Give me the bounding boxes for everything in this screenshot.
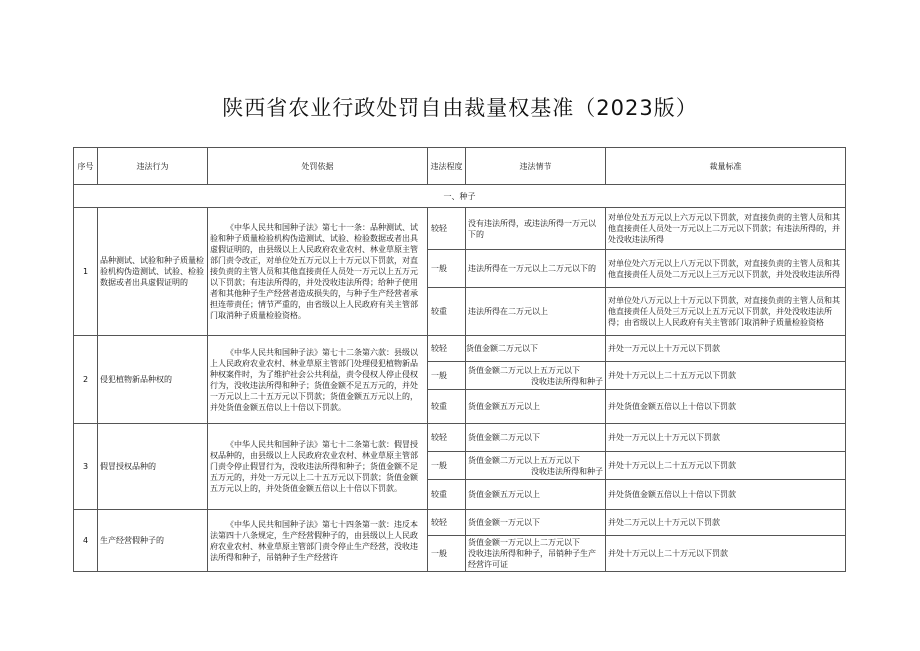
circ-merged: 没收违法所得和种子 <box>531 466 603 476</box>
circumstance-text: 货值金额二万元以上五万元以下 <box>468 455 580 465</box>
header-no: 序号 <box>74 148 98 185</box>
section-title: 一、种子 <box>74 185 846 208</box>
row-act: 品种测试、试验和种子质量检验机构伪造测试、试验、检验数据或者出具虚假证明的 <box>98 208 208 336</box>
table-header <box>74 148 846 185</box>
degree: 一般 <box>428 362 466 390</box>
degree: 较轻 <box>428 208 466 250</box>
standard: 并处一万元以上十万元以下罚款 <box>606 424 846 452</box>
degree: 较轻 <box>428 424 466 452</box>
row-no: 4 <box>74 510 98 572</box>
circumstance <box>466 510 606 536</box>
circumstance: 违法所得在二万元以上 <box>466 288 606 336</box>
circumstance: 货值金额二万元以下 <box>466 344 538 353</box>
standard: 并处十万元以上二十万元以下罚款 <box>606 536 846 572</box>
header-circ: 违法情节 <box>466 148 606 185</box>
row-no: 1 <box>74 208 98 336</box>
table-row <box>74 510 846 536</box>
header-act: 违法行为 <box>98 148 208 185</box>
row-act: 侵犯植物新品种权的 <box>98 336 208 424</box>
row-basis: 《中华人民共和国种子法》第七十四条第一款：违反本法第四十八条规定，生产经营假种子的，由县级以上人民政府农业农村、林业草原主管部门责令停止生产经营，没收违法所得和种子，吊销种子生产经营许 <box>208 510 428 572</box>
header-basis: 处罚依据 <box>208 148 428 185</box>
circumstance <box>466 536 606 572</box>
row-act: 生产经营假种子的 <box>98 510 208 572</box>
circumstance <box>466 452 606 480</box>
penalty-table <box>73 147 846 572</box>
standard: 对单位处五万元以上六万元以下罚款，对直接负责的主管人员和其他直接责任人员处一万元以上二万元以下罚款；有违法所得的，并处没收违法所得 <box>606 208 846 250</box>
row-basis: 《中华人民共和国种子法》第七十一条：品种测试、试验和种子质量检验机构伪造测试、试验、检验数据或者出具虚假证明的，由县级以上人民政府农业农村、林业草原主管部门责令改正，对单位处五万元以上十万元以下罚款，对直接负责的主管人员和其他直接责任人员处一万元以上五万元以下罚款；有违法所得的，并处没收违法所得；给种子使用者和其他种子生产经营者造成损失的，与种子生产经营者承担连带责任；情节严重的，由省级以上人民政府有关主管部门取消种子质量检验资格。 <box>208 208 428 336</box>
circumstance: 货值金额五万元以上 <box>466 390 606 424</box>
circ-std-cell <box>466 336 606 362</box>
degree: 较轻 <box>428 336 466 362</box>
section-row <box>74 185 846 208</box>
degree: 一般 <box>428 536 466 572</box>
row-no: 3 <box>74 424 98 510</box>
standard: 并处货值金额五倍以上十倍以下罚款 <box>606 480 846 510</box>
table-row <box>74 424 846 452</box>
degree: 一般 <box>428 250 466 288</box>
circumstance: 违法所得在一万元以上二万元以下的 <box>466 250 606 288</box>
standard: 并处货值金额五倍以上十倍以下罚款 <box>606 390 846 424</box>
table-row <box>74 208 846 250</box>
standard: 并处一万元以上十万元以下罚款 <box>606 336 846 362</box>
degree: 较重 <box>428 480 466 510</box>
circumstance-text: 货值金额一万元以上二万元以下 <box>468 538 580 547</box>
circ-merged: 没收违法所得和种子，吊销种子生产经营许可证 <box>468 549 596 569</box>
page-title: 陕西省农业行政处罚自由裁量权基准（2023版） <box>222 96 698 120</box>
header-std: 裁量标准 <box>606 148 846 185</box>
degree: 较重 <box>428 288 466 336</box>
standard: 对单位处八万元以上十万元以下罚款，对直接负责的主管人员和其他直接责任人员处三万元以上五万元以下罚款，并处没收违法所得；由省级以上人民政府有关主管部门取消种子质量检验资格 <box>606 288 846 336</box>
degree: 较轻 <box>428 510 466 536</box>
table-row <box>74 336 846 362</box>
row-basis: 《中华人民共和国种子法》第七十二条第七款：假冒授权品种的，由县级以上人民政府农业农村、林业草原主管部门责令停止假冒行为，没收违法所得和种子；货值金额不足五万元的，并处一万元以上二十五万元以下罚款；货值金额五万元以上的，并处货值金额五倍以上十倍以下罚款。 <box>208 424 428 510</box>
degree: 较重 <box>428 390 466 424</box>
row-basis: 《中华人民共和国种子法》第七十二条第六款：县级以上人民政府农业农村、林业草原主管部门处理侵犯植物新品种权案件时，为了维护社会公共利益，责令侵权人停止侵权行为，没收违法所得和种子；货值金额不足五万元的，并处一万元以上二十五万元以下罚款；货值金额五万元以上的，并处货值金额五倍以上十倍以下罚款。 <box>208 336 428 424</box>
circumstance: 没有违法所得，或违法所得一万元以下的 <box>466 208 606 250</box>
degree: 一般 <box>428 452 466 480</box>
header-degree: 违法程度 <box>428 148 466 185</box>
standard: 并处二万元以上十万元以下罚款 <box>606 510 846 536</box>
circumstance-text: 货值金额二万元以上五万元以下 <box>468 365 580 375</box>
standard: 并处十万元以上二十五万元以下罚款 <box>606 362 846 390</box>
circ-merged: 没收违法所得和种子 <box>531 376 603 386</box>
circumstance: 货值金额二万元以下 <box>466 424 606 452</box>
circumstance-text: 货值金额一万元以下 <box>468 518 540 527</box>
row-act: 假冒授权品种的 <box>98 424 208 510</box>
row-no: 2 <box>74 336 98 424</box>
standard: 并处十万元以上二十五万元以下罚款 <box>606 452 846 480</box>
circumstance: 货值金额五万元以上 <box>466 480 606 510</box>
standard: 对单位处六万元以上八万元以下罚款，对直接负责的主管人员和其他直接责任人员处二万元以上三万元以下罚款，并处没收违法所得 <box>606 250 846 288</box>
circumstance <box>466 362 606 390</box>
